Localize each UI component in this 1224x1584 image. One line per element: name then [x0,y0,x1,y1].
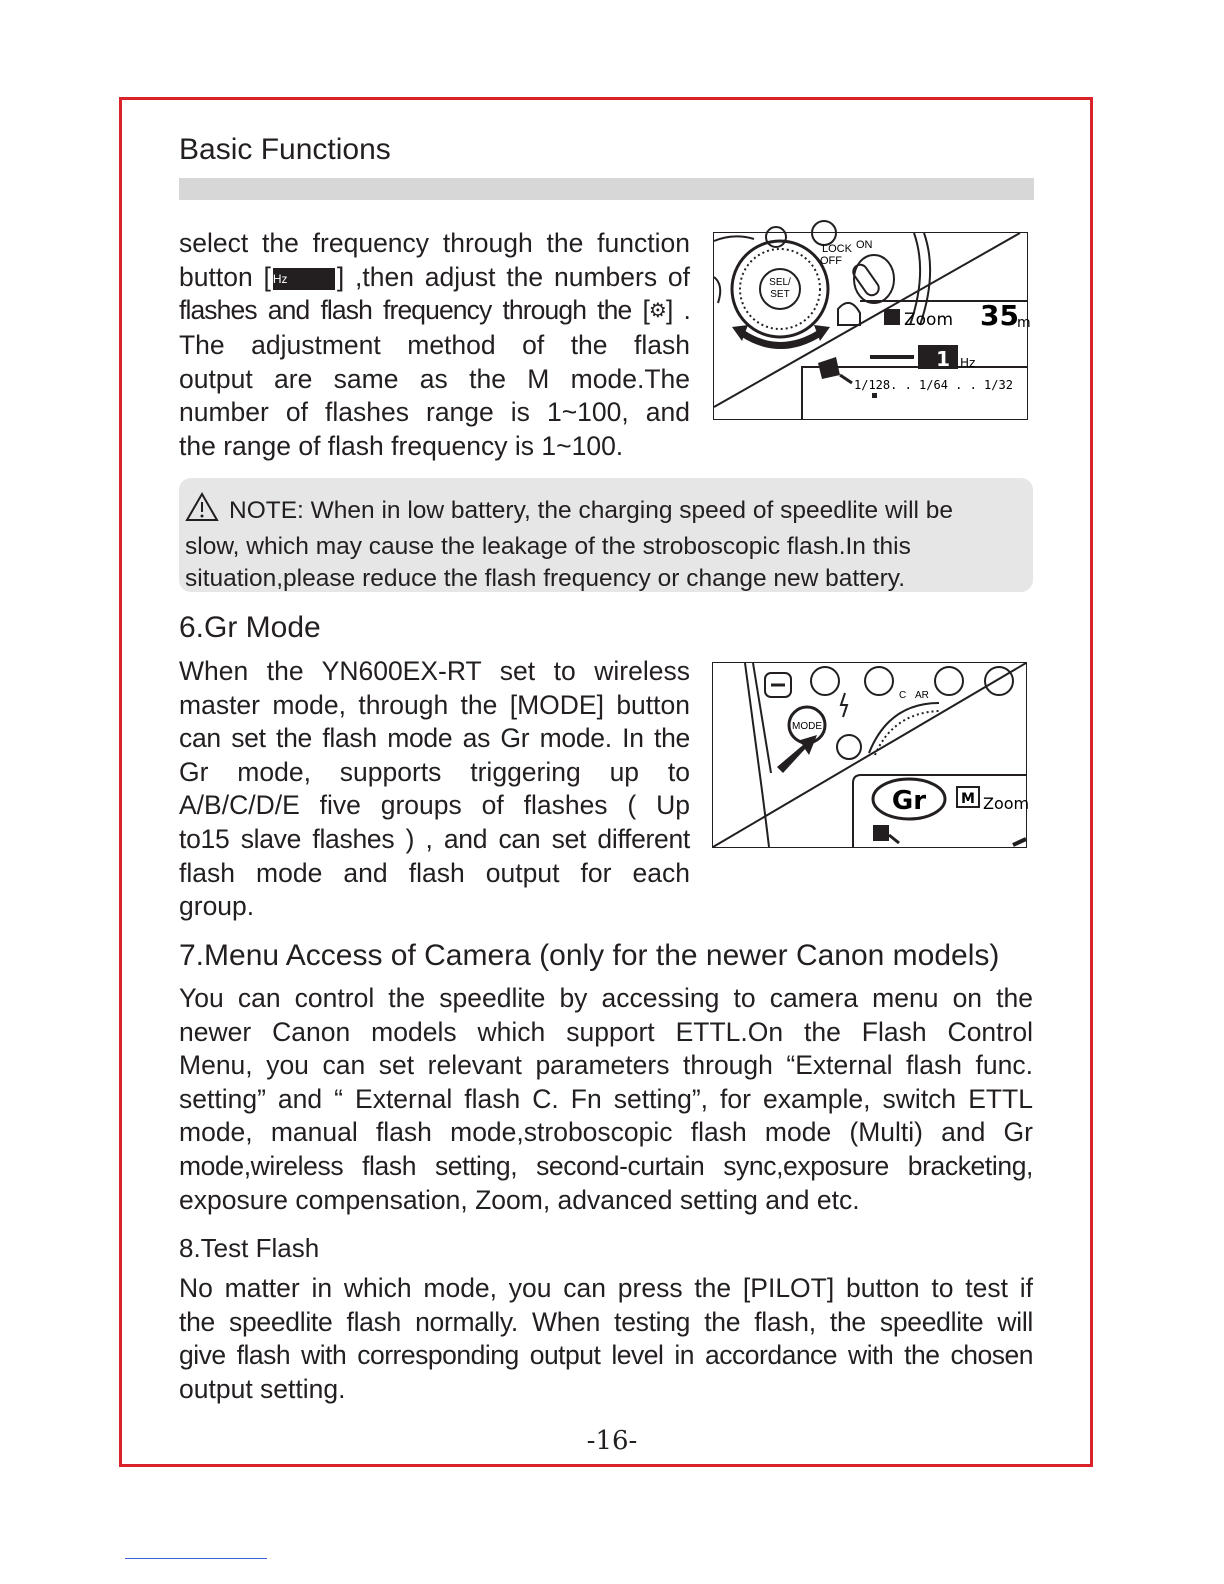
zoom-value: 35 [980,299,1019,332]
zoom-label: Zoom [904,310,954,330]
paragraph-line: exposure compensation, Zoom, advanced setting and etc. [179,1184,860,1215]
mode-label: MODE [792,721,822,732]
gr-figure [712,662,1030,848]
sel-set-label-1: SEL/ [769,277,791,288]
section-header-title: Basic Functions [179,133,391,166]
paragraph-line: Gr mode, supports triggering up to [179,756,690,787]
gr-figure-drawing [713,663,1030,847]
sel-set-label-2: SET [770,289,790,300]
note-box [179,478,1033,592]
strobe-paragraph [179,227,690,463]
gr-label: Gr [891,786,927,816]
paragraph-line: When the YN600EX-RT set to wireless [179,656,690,686]
menu-access-title: 7.Menu Access of Camera (only for the newer Canon models) [179,939,1000,972]
lock-label: LOCK [822,243,852,255]
header-bar [179,178,1034,200]
flash-count: 1 [936,347,950,371]
paragraph-line: button [ Hz ] ,then adjust the numbers of [179,261,690,292]
gr-paragraph [179,655,690,924]
off-label: OFF [820,255,842,267]
paragraph-line: master mode, through the [MODE] button [179,689,690,720]
bottom-rule [125,1558,267,1559]
paragraph-line: to15 slave flashes ) , and can set different [179,823,690,854]
strobe-figure-drawing [714,233,1031,419]
paragraph-line: You can control the speedlite by accessing to camera menu on the [179,983,1033,1013]
paragraph-line: the range of flash frequency is 1~100. [179,430,624,461]
note-line: slow, which may cause the leakage of the stroboscopic flash.In this [185,533,911,560]
paragraph-line: mode,wireless flash setting, second-curtain sync,exposure bracketing, [179,1150,1033,1181]
m-label: M [961,791,975,807]
on-label: ON [856,239,873,251]
test-paragraph [179,1272,1033,1406]
paragraph-line: can set the flash mode as Gr mode. In the [179,723,690,754]
paragraph-line: number of flashes range is 1~100, and [179,397,690,428]
paragraph-line: give flash with corresponding output level in accordance with the chosen [179,1340,1033,1371]
paragraph-line: the speedlite flash normally. When testing the flash, the speedlite will [179,1306,1033,1337]
page-number: -16- [586,1426,638,1456]
c-label: C [899,690,907,701]
note-line: NOTE: When in low battery, the charging speed of speedlite will be [185,492,1027,531]
paragraph-line: group. [179,891,255,922]
rotate-arrow-icon [742,333,820,346]
gear-dial-icon: ⚙ [648,300,666,323]
paragraph-line: A/B/C/D/E five groups of flashes ( Up [179,790,690,821]
paragraph-line: Menu, you can set relevant parameters through “External flash func. [179,1050,1033,1081]
paragraph-line: output are same as the M mode.The [179,363,690,394]
ar-label: AR [915,690,929,701]
test-flash-title: 8.Test Flash [179,1233,320,1263]
paragraph-line: flash mode and flash output for each [179,857,690,888]
warning-triangle-icon [185,492,219,531]
paragraph-line: newer Canon models which support ETTL.On the Flash Control [179,1016,1033,1047]
paragraph-line: setting” and “ External flash C. Fn setting”, for example, switch ETTL [179,1083,1033,1114]
zoom-label: Zoom [983,794,1030,813]
zoom-unit: m [1017,315,1031,331]
hz-label: Hz [960,356,976,370]
paragraph-line: The adjustment method of the flash [179,329,690,360]
paragraph-line: flashes and flash frequency through the [⚙] . [179,295,690,326]
paragraph-line: mode, manual flash mode,stroboscopic flash mode (Multi) and Gr [179,1117,1033,1148]
hz-button-icon: Hz [273,268,335,290]
paragraph-line: No matter in which mode, you can press the [PILOT] button to test if [179,1273,1033,1303]
paragraph-line: select the frequency through the function [179,228,690,258]
gr-mode-title: 6.Gr Mode [179,611,321,644]
strobe-figure [713,232,1031,420]
menu-paragraph [179,982,1033,1217]
output-scale: 1/128. . 1/64 . . 1/32 [854,378,1013,392]
note-line: situation,please reduce the flash frequency or change new battery. [185,565,906,592]
paragraph-line: output setting. [179,1373,346,1404]
